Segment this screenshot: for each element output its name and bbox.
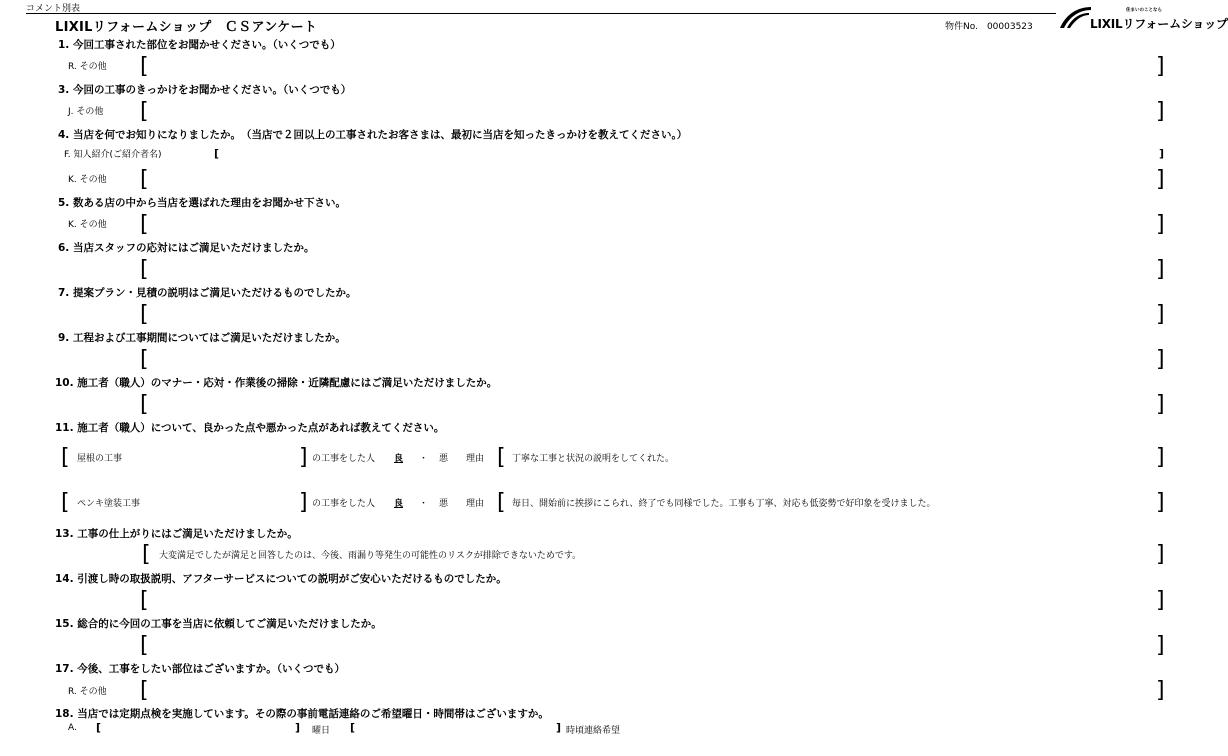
- caption-comment-sheet: コメント別表: [26, 4, 81, 14]
- q7-bracket-close: ]: [1156, 302, 1165, 327]
- title-underline: [26, 13, 1056, 14]
- q1-option-r: R. その他: [68, 62, 107, 72]
- property-number: 物件No. 00003523: [945, 22, 1033, 32]
- q6-bracket-close: ]: [1156, 257, 1165, 282]
- question-5: 5. 数ある店の中から当店を選ばれた理由をお聞かせ下さい。: [58, 197, 346, 209]
- q11-row2-work-bracket-close: ]: [299, 490, 308, 515]
- q15-bracket-close: ]: [1156, 633, 1165, 658]
- q11-row2-good: 良: [394, 499, 404, 509]
- q18-time-bracket-close: ]: [556, 721, 562, 734]
- logo-name: LIXILリフォームショップ: [1090, 17, 1228, 31]
- q18-day-bracket-close: ]: [295, 721, 301, 734]
- question-13: 13. 工事の仕上がりにはご満足いただけましたか。: [55, 528, 298, 540]
- q11-row2-did: の工事をした人: [312, 499, 376, 509]
- question-14: 14. 引渡し時の取扱説明、アフターサービスについての説明がご安心いただけるものでしたか。: [55, 573, 507, 585]
- q11-row1-reason: 丁寧な工事と状況の説明をしてくれた。: [512, 454, 675, 464]
- q4-f-bracket-open: [: [214, 147, 220, 160]
- q5-bracket-open: [: [140, 212, 149, 237]
- q1-bracket-open: [: [140, 54, 149, 79]
- question-17: 17. 今後、工事をしたい部位はございますか。（いくつでも）: [55, 663, 346, 675]
- question-15: 15. 総合的に今回の工事を当店に依頼してご満足いただけましたか。: [55, 618, 382, 630]
- q11-row1-work-bracket-close: ]: [299, 445, 308, 470]
- q6-bracket-open: [: [140, 257, 149, 282]
- question-4: 4. 当店を何でお知りになりましたか。 （当店で２回以上の工事されたお客さまは、最初に当店を知ったきっかけを教えてください。）: [58, 129, 688, 141]
- q18-time-label: 時頃連絡希望: [566, 726, 621, 736]
- q15-bracket-open: [: [140, 633, 149, 658]
- question-1: 1. 今回工事された部位をお聞かせください。（いくつでも）: [58, 39, 341, 51]
- q14-bracket-open: [: [140, 588, 149, 613]
- q17-bracket-open: [: [140, 678, 149, 703]
- q9-bracket-open: [: [140, 347, 149, 372]
- q5-bracket-close: ]: [1156, 212, 1165, 237]
- q11-row2-work: ペンキ塗装工事: [77, 499, 141, 509]
- q4-k-bracket-open: [: [140, 167, 149, 192]
- q18-day-bracket-open: [: [96, 721, 102, 734]
- lixil-logo: [1058, 4, 1228, 34]
- q11-row1-reason-bracket-open: [: [497, 445, 506, 470]
- q13-bracket-open: [: [142, 542, 151, 567]
- q1-bracket-close: ]: [1156, 54, 1165, 79]
- q11-row1-reason-label: 理由: [466, 454, 485, 464]
- q9-bracket-close: ]: [1156, 347, 1165, 372]
- q11-row2-dot: ・: [419, 499, 429, 509]
- question-18: 18. 当店では定期点検を実施しています。その際の事前電話連絡のご希望曜日・時間帯はございますか。: [55, 708, 549, 720]
- question-7: 7. 提案プラン・見積の説明はご満足いただけるものでしたか。: [58, 287, 357, 299]
- q3-bracket-close: ]: [1156, 99, 1165, 124]
- page-title: LIXILリフォームショップ ＣＳアンケート: [55, 20, 318, 35]
- q3-option-j: J. その他: [68, 107, 104, 117]
- q11-row2-reason-bracket-close: ]: [1156, 490, 1165, 515]
- q13-comment: 大変満足でしたが満足と回答したのは、今後、雨漏り等発生の可能性のリスクが排除できないためです。: [159, 551, 582, 561]
- question-6: 6. 当店スタッフの応対にはご満足いただけましたか。: [58, 242, 315, 254]
- q11-row2-reason-bracket-open: [: [497, 490, 506, 515]
- logo-tagline: 住まいのことなら: [1126, 8, 1162, 13]
- question-10: 10. 施工者（職人）のマナー・応対・作業後の掃除・近隣配慮にはご満足いただけましたか。: [55, 377, 498, 389]
- q13-bracket-close: ]: [1156, 542, 1165, 567]
- q11-row1-work: 屋根の工事: [77, 454, 123, 464]
- q11-row1-bad: 悪: [439, 454, 449, 464]
- q11-row1-did: の工事をした人: [312, 454, 376, 464]
- q4-option-k: K. その他: [68, 175, 107, 185]
- q10-bracket-close: ]: [1156, 392, 1165, 417]
- q11-row1-good: 良: [394, 454, 404, 464]
- q17-bracket-close: ]: [1156, 678, 1165, 703]
- question-11: 11. 施工者（職人）について、良かった点や悪かった点があれば教えてください。: [55, 422, 445, 434]
- q17-option-r: R. その他: [68, 687, 107, 697]
- q4-f-bracket-close: ]: [1159, 147, 1165, 160]
- q11-row1-dot: ・: [419, 454, 429, 464]
- q11-row2-reason-label: 理由: [466, 499, 485, 509]
- question-3: 3. 今回の工事のきっかけをお聞かせください。（いくつでも）: [58, 84, 352, 96]
- q4-option-f: F. 知人紹介(ご紹介者名): [64, 150, 162, 160]
- q3-bracket-open: [: [140, 99, 149, 124]
- q11-row2-reason: 毎日、開始前に挨拶にこられ、終了でも同様でした。工事も丁寧、対応も低姿勢で好印象を受けました。: [512, 499, 936, 509]
- q11-row2-work-bracket-open: [: [61, 490, 70, 515]
- q14-bracket-close: ]: [1156, 588, 1165, 613]
- q10-bracket-open: [: [140, 392, 149, 417]
- q18-time-bracket-open: [: [350, 721, 356, 734]
- swoosh-icon: [1058, 4, 1092, 30]
- q11-row2-bad: 悪: [439, 499, 449, 509]
- q7-bracket-open: [: [140, 302, 149, 327]
- q5-option-k: K. その他: [68, 220, 107, 230]
- q4-k-bracket-close: ]: [1156, 167, 1165, 192]
- question-9: 9. 工程および工事期間についてはご満足いただけましたか。: [58, 332, 346, 344]
- q18-option-a: A.: [68, 723, 77, 733]
- q11-row1-reason-bracket-close: ]: [1156, 445, 1165, 470]
- q18-day-label: 曜日: [312, 726, 331, 736]
- q11-row1-work-bracket-open: [: [61, 445, 70, 470]
